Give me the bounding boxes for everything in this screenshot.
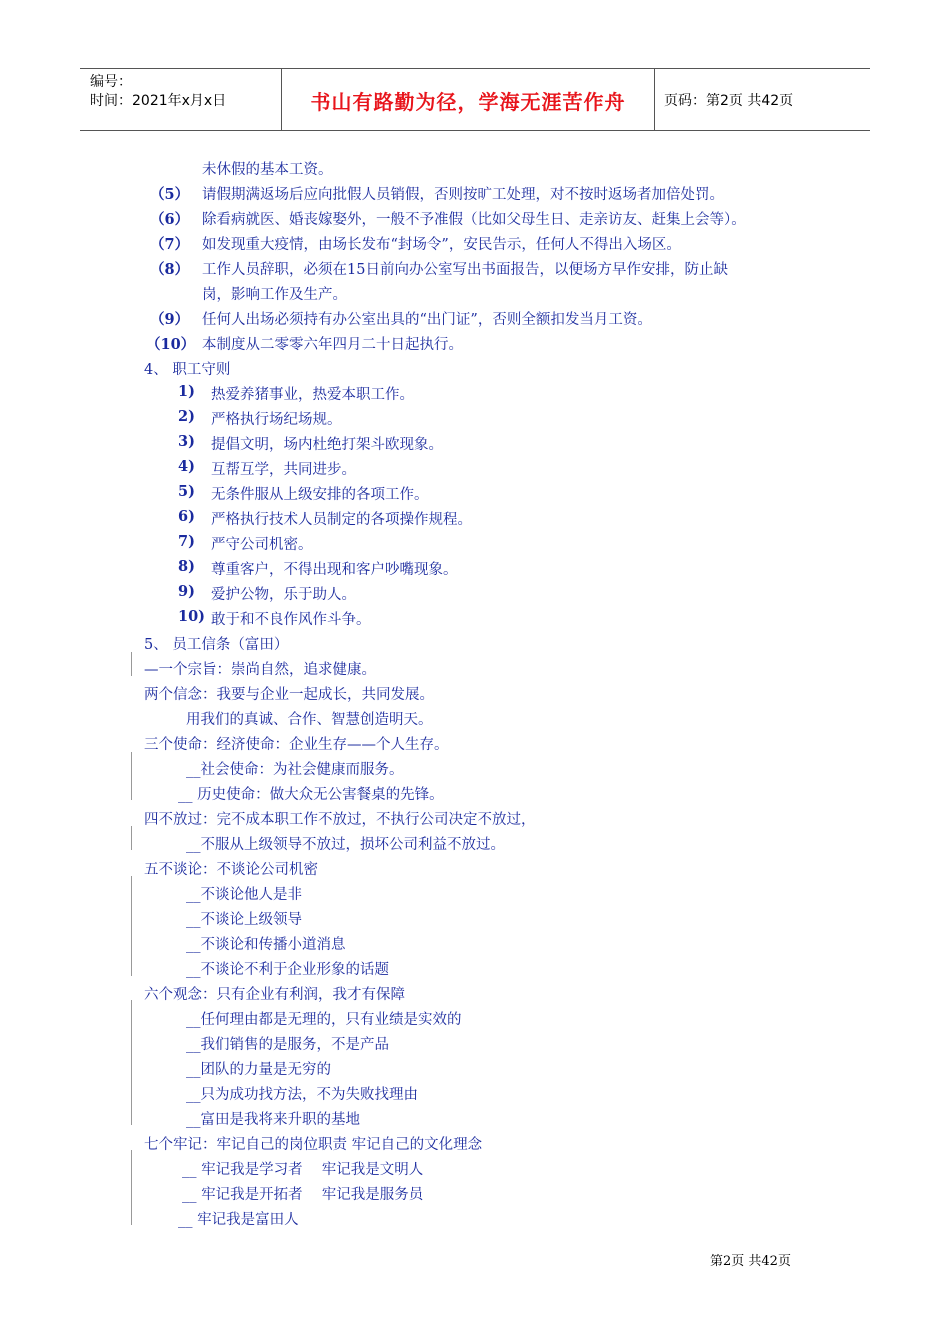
section-4-title: 4、 职工守则 [144,362,231,378]
rule-line: 岗，影响工作及生产。 [202,287,347,303]
item-number: 4) [178,458,195,475]
creed-line: 两个信念：我要与企业一起成长，共同发展。 [144,687,434,703]
creed-line: __ 历史使命：做大众无公害餐桌的先锋。 [178,787,444,803]
creed-line: __富田是我将来升职的基地 [186,1112,360,1128]
creed-line: __ 牢记我是开拓者 牢记我是服务员 [182,1187,424,1203]
creed-line: __不服从上级领导不放过，损坏公司利益不放过。 [186,837,505,853]
page-number: 页码：第2页 共42页 [664,93,794,109]
rule-line: 如发现重大疫情，由场长发布“封场令”，安民告示，任何人不得出入场区。 [202,237,681,253]
creed-line: __社会使命：为社会健康而服务。 [186,762,404,778]
rule-line: 未休假的基本工资。 [202,162,333,178]
margin-bar [131,826,132,850]
item-number: 10) [178,608,206,625]
header-motto-cell [281,69,655,130]
rule-number: （10） [146,336,196,353]
list-item: 严守公司机密。 [211,537,313,553]
item-number: 9) [178,583,195,600]
item-number: 2) [178,408,195,425]
item-number: 5) [178,483,195,500]
section-5-title: 5、 员工信条（富田） [144,637,289,653]
doc-time: 时间：2021年x月x日 [90,93,227,109]
creed-line: __不谈论他人是非 [186,887,302,903]
creed-line: __ 牢记我是学习者 牢记我是文明人 [182,1162,424,1178]
rule-line: 任何人出场必须持有办公室出具的“出门证”，否则全额扣发当月工资。 [202,312,652,328]
creed-line: __不谈论和传播小道消息 [186,937,346,953]
rule-line: 本制度从二零零六年四月二十日起执行。 [202,337,463,353]
creed-line: 七个牢记：牢记自己的岗位职责 牢记自己的文化理念 [144,1137,483,1153]
creed-line: __任何理由都是无理的，只有业绩是实效的 [186,1012,462,1028]
creed-line: __不谈论不利于企业形象的话题 [186,962,389,978]
creed-line: __ 牢记我是富田人 [178,1212,299,1228]
rule-number: （8） [150,261,190,278]
list-item: 提倡文明，场内杜绝打架斗欧现象。 [211,437,443,453]
creed-line: —一个宗旨：崇尚自然，追求健康。 [144,662,376,678]
creed-line: __团队的力量是无穷的 [186,1062,331,1078]
rule-number: （5） [150,186,190,203]
list-item: 严格执行场纪场规。 [211,412,342,428]
list-item: 无条件服从上级安排的各项工作。 [211,487,429,503]
creed-line: 用我们的真诚、合作、智慧创造明天。 [186,712,433,728]
rule-number: （9） [150,311,190,328]
list-item: 严格执行技术人员制定的各项操作规程。 [211,512,472,528]
list-item: 敢于和不良作风作斗争。 [211,612,371,628]
margin-bar [131,652,132,676]
item-number: 8) [178,558,195,575]
list-item: 热爱养猪事业，热爱本职工作。 [211,387,414,403]
list-item: 爱护公物，乐于助人。 [211,587,356,603]
list-item: 尊重客户，不得出现和客户吵嘴现象。 [211,562,458,578]
margin-bar [131,876,132,976]
header-meta [80,69,280,130]
header-page-cell [654,69,870,130]
creed-line: 四不放过：完不成本职工作不放过，不执行公司决定不放过， [144,812,536,828]
motto: 书山有路勤为径，学海无涯苦作舟 [310,90,626,114]
doc-number: 编号： [90,74,132,90]
page-header [80,68,870,131]
creed-line: __我们销售的是服务，不是产品 [186,1037,389,1053]
creed-line: 五不谈论：不谈论公司机密 [144,862,318,878]
rule-number: （6） [150,211,190,228]
item-number: 3) [178,433,195,450]
creed-line: 三个使命：经济使命：企业生存——个人生存。 [144,737,449,753]
list-item: 互帮互学，共同进步。 [211,462,356,478]
rule-line: 请假期满返场后应向批假人员销假，否则按旷工处理，对不按时返场者加倍处罚。 [202,187,724,203]
rule-number: （7） [150,236,190,253]
rule-line: 除看病就医、婚丧嫁娶外，一般不予准假（比如父母生日、走亲访友、赶集上会等）。 [202,212,746,228]
page-footer: 第2页 共42页 [710,1254,791,1269]
creed-line: 六个观念：只有企业有利润，我才有保障 [144,987,405,1003]
margin-bar [131,1150,132,1225]
item-number: 1) [178,383,195,400]
margin-bar [131,752,132,800]
rule-line: 工作人员辞职，必须在15日前向办公室写出书面报告，以便场方早作安排，防止缺 [202,262,728,278]
item-number: 7) [178,533,195,550]
margin-bar [131,1000,132,1125]
item-number: 6) [178,508,195,525]
creed-line: __只为成功找方法，不为失败找理由 [186,1087,418,1103]
creed-line: __不谈论上级领导 [186,912,302,928]
